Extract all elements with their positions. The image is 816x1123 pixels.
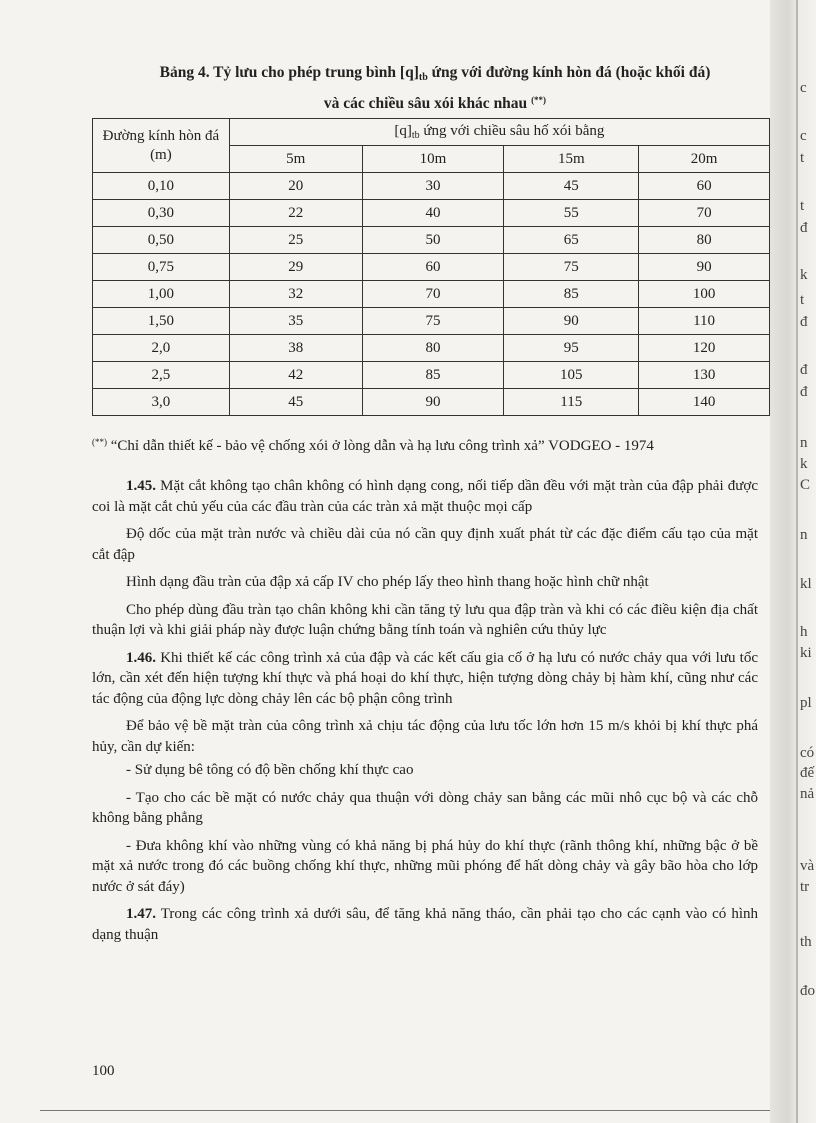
header-depth: 10m <box>362 146 504 173</box>
flow-cell: 22 <box>229 200 362 227</box>
flow-cell: 65 <box>504 227 639 254</box>
flow-cell: 90 <box>504 308 639 335</box>
flow-cell: 120 <box>639 335 770 362</box>
flow-cell: 90 <box>639 254 770 281</box>
flow-cell: 35 <box>229 308 362 335</box>
margin-fragment: đ <box>800 314 808 330</box>
flow-cell: 25 <box>229 227 362 254</box>
margin-fragment: n <box>800 435 808 451</box>
flow-cell: 42 <box>229 362 362 389</box>
bottom-rule <box>40 1110 770 1111</box>
flow-cell: 100 <box>639 281 770 308</box>
flow-cell: 38 <box>229 335 362 362</box>
paragraph: Cho phép dùng đầu tràn tạo chân không khi cần tăng tỷ lưu qua đập tràn và khi có các điều kiện địa chất thuận lợi và khi giải pháp này được luận chứng bằng tính toán và nghiên cứu thủy lực <box>92 601 758 638</box>
header-depth: 20m <box>639 146 770 173</box>
paragraph: - Sử dụng bê tông có độ bền chống khí thực cao <box>126 762 414 778</box>
flow-cell: 80 <box>362 335 504 362</box>
margin-fragment: t <box>800 292 805 308</box>
flow-cell: 45 <box>504 173 639 200</box>
header-depth: 5m <box>229 146 362 173</box>
margin-fragment: k <box>800 456 808 472</box>
flow-cell: 29 <box>229 254 362 281</box>
margin-fragment: kl <box>800 576 812 592</box>
scour-flow-table <box>92 118 770 416</box>
margin-fragment: k <box>800 267 808 283</box>
body-text <box>92 476 758 952</box>
table-row <box>93 227 770 254</box>
margin-fragment: c <box>800 128 807 144</box>
paragraph: - Tạo cho các bề mặt có nước chảy qua thuận với dòng chảy san bằng các mũi nhô cục bộ và các chỗ không bằng phẳng <box>92 789 758 826</box>
margin-fragment: n <box>800 527 808 543</box>
header-diameter: Đường kính hòn đá (m) <box>93 119 230 173</box>
margin-fragment: t <box>800 150 805 166</box>
header-depth-group: $[q]_{tb}$ ứng với chiều sâu hố xói bằng <box>229 119 769 146</box>
facing-page-edge <box>770 0 816 1123</box>
flow-cell: 50 <box>362 227 504 254</box>
paragraph: - Đưa không khí vào những vùng có khả năng bị phá hủy do khí thực (rãnh thông khí, những bậc ở bề mặt xả nước trong đó các buồng chống khí thực, những mũi phóng để hất dòng chảy và gây bão hòa cho lớp nước ở sát đáy) <box>92 837 758 895</box>
margin-fragment: có <box>800 745 815 761</box>
flow-cell: 60 <box>639 173 770 200</box>
paragraph: Hình dạng đầu tràn của đập xả cấp IV cho phép lấy theo hình thang hoặc hình chữ nhật <box>126 574 649 590</box>
diameter-cell: 3,0 <box>93 389 230 416</box>
margin-fragment: tr <box>800 879 810 895</box>
margin-fragment: đ <box>800 220 808 236</box>
margin-fragment: ki <box>800 645 812 661</box>
table-row <box>93 308 770 335</box>
page-number: 100 <box>92 1063 115 1079</box>
header-depth: 15m <box>504 146 639 173</box>
paragraph: 1.45. Mặt cắt không tạo chân không có hình dạng cong, nối tiếp dần đều với mặt tràn của đập phải được coi là mặt cắt chủ yếu của các đầu tràn của các tràn xả mặt thuộc mọi cấp <box>92 478 758 515</box>
diameter-cell: 2,5 <box>93 362 230 389</box>
margin-fragment: C <box>800 477 811 493</box>
table-row <box>93 362 770 389</box>
diameter-cell: 1,00 <box>93 281 230 308</box>
flow-cell: 75 <box>362 308 504 335</box>
flow-cell: 20 <box>229 173 362 200</box>
flow-cell: 130 <box>639 362 770 389</box>
flow-cell: 32 <box>229 281 362 308</box>
diameter-cell: 1,50 <box>93 308 230 335</box>
flow-cell: 70 <box>639 200 770 227</box>
flow-cell: 90 <box>362 389 504 416</box>
margin-fragment: h <box>800 624 808 640</box>
paragraph: Để bảo vệ bề mặt tràn của công trình xả chịu tác động của lưu tốc lớn hơn 15 m/s khỏi bị khí thực phá hủy, cần dự kiến: <box>92 718 758 755</box>
flow-cell: 105 <box>504 362 639 389</box>
flow-cell: 30 <box>362 173 504 200</box>
flow-cell: 55 <box>504 200 639 227</box>
margin-fragment: đế <box>800 765 815 781</box>
flow-cell: 75 <box>504 254 639 281</box>
flow-cell: 110 <box>639 308 770 335</box>
flow-cell: 95 <box>504 335 639 362</box>
flow-cell: 40 <box>362 200 504 227</box>
flow-cell: 80 <box>639 227 770 254</box>
margin-fragment: đo <box>800 983 815 999</box>
paragraph: 1.46. Khi thiết kế các công trình xả của đập và các kết cấu gia cố ở hạ lưu có nước chảy qua với lưu tốc lớn, cần xét đến hiện tượng khí thực và phá hoại do khí thực, hiện tượng dòng chảy bị hàm khí, cũng như các tác động của động lực dòng chảy lên các bộ phận công trình <box>92 649 758 707</box>
table-row <box>93 254 770 281</box>
diameter-cell: 0,30 <box>93 200 230 227</box>
table-row <box>93 200 770 227</box>
section-number: 1.45. <box>126 478 156 494</box>
margin-fragment: đ <box>800 384 808 400</box>
flow-cell: 85 <box>362 362 504 389</box>
section-number: 1.46. <box>126 649 156 666</box>
table-footnote: (**) “Chỉ dẫn thiết kế - bảo vệ chống xói ở lòng dẫn và hạ lưu công trình xả” VODGEO - 1974 <box>92 437 654 454</box>
flow-cell: 115 <box>504 389 639 416</box>
section-number: 1.47. <box>126 906 156 922</box>
paragraph: 1.47. Trong các công trình xả dưới sâu, để tăng khả năng tháo, cần phải tạo cho các cạnh vào có hình dạng thuận <box>92 906 758 943</box>
table-row <box>93 389 770 416</box>
margin-fragment: đ <box>800 362 808 378</box>
diameter-cell: 2,0 <box>93 335 230 362</box>
diameter-cell: 0,50 <box>93 227 230 254</box>
flow-cell: 140 <box>639 389 770 416</box>
margin-fragment: c <box>800 80 807 96</box>
table-row <box>93 173 770 200</box>
margin-fragment: và <box>800 858 815 874</box>
flow-cell: 70 <box>362 281 504 308</box>
paragraph: Độ dốc của mặt tràn nước và chiều dài của nó cần quy định xuất phát từ các đặc điểm cấu tạo của mặt cắt đập <box>92 526 758 563</box>
margin-fragment: nả <box>800 786 815 802</box>
margin-fragment: th <box>800 934 812 950</box>
margin-fragment: t <box>800 198 805 214</box>
table-title: Bảng 4. Tỷ lưu cho phép trung bình $[q]_{tb}$ ứng với đường kính hòn đá (hoặc khối đá) và các chiều sâu xói khác nhau (**) <box>159 64 711 112</box>
table-row <box>93 335 770 362</box>
diameter-cell: 0,10 <box>93 173 230 200</box>
flow-cell: 60 <box>362 254 504 281</box>
table-row <box>93 281 770 308</box>
flow-cell: 85 <box>504 281 639 308</box>
margin-fragment: pl <box>800 695 812 711</box>
diameter-cell: 0,75 <box>93 254 230 281</box>
flow-cell: 45 <box>229 389 362 416</box>
